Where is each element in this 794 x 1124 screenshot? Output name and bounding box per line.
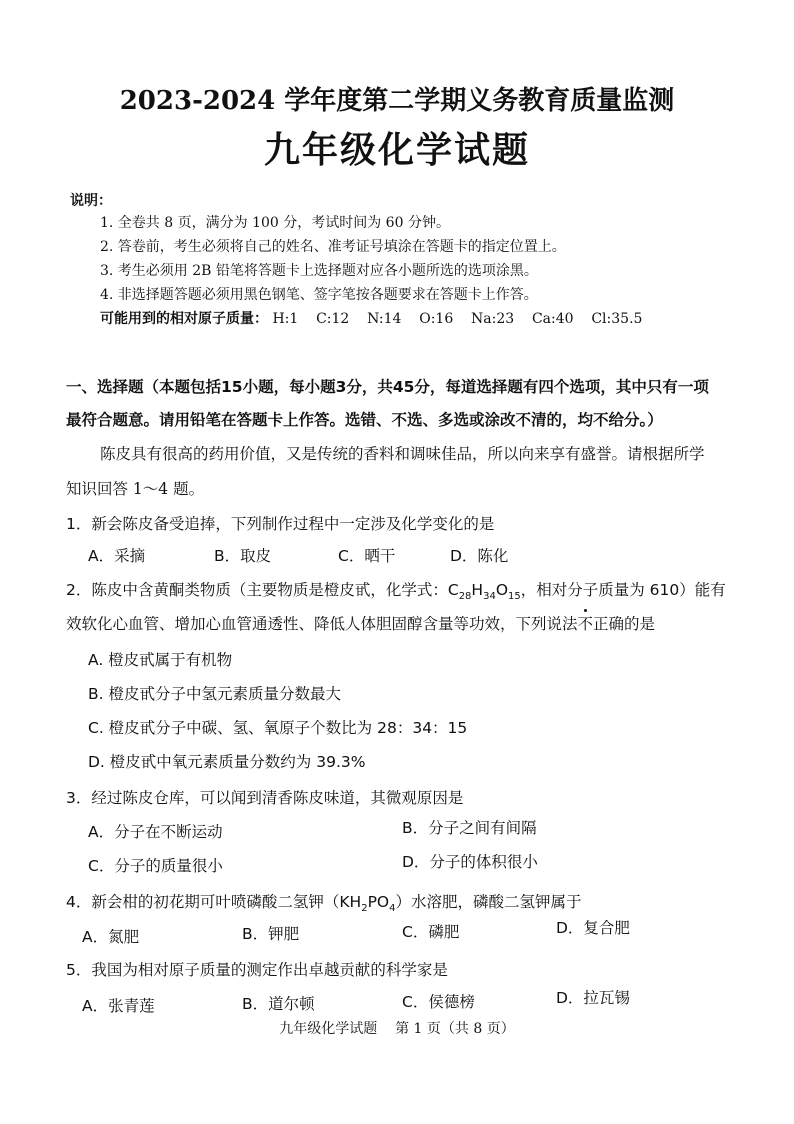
note-item: 2. 答卷前，考生必须将自己的姓名、准考证号填涂在答题卡的指定位置上。	[100, 239, 566, 255]
q4-stem-text: 4．新会柑的初花期可叶喷磷酸二氢钾（KH	[66, 893, 362, 911]
formula-subscript: 2	[361, 903, 368, 915]
q2-stem-text: 2．陈皮中含黄酮类物质（主要物质是橙皮甙，化学式：C	[66, 581, 459, 599]
formula-subscript: 4	[389, 903, 396, 915]
q4-option-c: C．磷肥	[402, 923, 460, 941]
q4-option-d: D．复合肥	[556, 919, 630, 937]
formula-subscript: 34	[483, 591, 496, 603]
q5-option-c: C．侯德榜	[402, 993, 475, 1011]
q1-option-c: C．晒干	[338, 547, 396, 565]
q3-option-c: C．分子的质量很小	[88, 857, 223, 875]
q2-option-c: C. 橙皮甙分子中碳、氢、氧原子个数比为 28：34：15	[88, 719, 468, 737]
q4-stem-text: ）水溶肥，磷酸二氢钾属于	[395, 893, 582, 911]
q4-option-b: B．钾肥	[242, 925, 300, 943]
q2-option-a: A. 橙皮甙属于有机物	[88, 651, 233, 669]
q2-option-d: D. 橙皮甙中氧元素质量分数约为 39.3%	[88, 753, 366, 771]
question-4-stem	[66, 890, 582, 915]
passage-line2: 知识回答 1～4 题。	[66, 480, 205, 498]
question-2-stem-line1	[66, 578, 726, 603]
question-5-stem: 5．我国为相对原子质量的测定作出卓越贡献的科学家是	[66, 961, 448, 979]
q4-option-a: A．氮肥	[82, 928, 140, 946]
q3-option-b: B．分子之间有间隔	[402, 819, 537, 837]
q5-option-b: B．道尔顿	[242, 995, 315, 1013]
atomic-mass-values: H:1 C:12 N:14 O:16 Na:23 Ca:40 Cl:35.5	[272, 311, 643, 327]
formula-element: PO	[367, 893, 390, 911]
question-3-stem: 3．经过陈皮仓库，可以闻到清香陈皮味道，其微观原因是	[66, 789, 464, 807]
section-heading-line1: 一、选择题（本题包括15小题，每小题3分，共45分，每道选择题有四个选项，其中只有一项	[66, 378, 709, 396]
question-1-stem: 1．新会陈皮备受追捧，下列制作过程中一定涉及化学变化的是	[66, 515, 495, 533]
exam-header-line1: 2023-2024 学年度第二学期义务教育质量监测	[119, 86, 675, 116]
atomic-mass-label: 可能用到的相对原子质量：	[100, 311, 268, 327]
note-item: 3. 考生必须用 2B 铅笔将答题卡上选择题对应各小题所选的选项涂黑。	[100, 263, 538, 279]
notes-title: 说明：	[70, 193, 112, 209]
exam-title: 九年级化学试题	[263, 129, 530, 171]
q1-option-b: B．取皮	[214, 547, 272, 565]
q1-option-d: D．陈化	[450, 547, 509, 565]
page-footer: 九年级化学试题 第 1 页（共 8 页）	[279, 1021, 515, 1037]
q5-option-a: A．张青莲	[82, 997, 155, 1015]
formula-element: H	[471, 581, 484, 599]
q5-option-d: D．拉瓦锡	[556, 989, 630, 1007]
section-heading-line2: 最符合题意。请用铅笔在答题卡上作答。选错、不选、多选或涂改不清的，均不给分。）	[66, 411, 663, 429]
q2-option-b: B. 橙皮甙分子中氢元素质量分数最大	[88, 685, 341, 703]
formula-subscript: 28	[458, 591, 472, 603]
q1-option-a: A．采摘	[88, 547, 146, 565]
question-2-stem-line2	[66, 612, 655, 634]
formula-subscript: 15	[508, 591, 521, 603]
atomic-mass-line	[100, 308, 642, 328]
q2-stem-text: 正确的是	[593, 615, 656, 633]
q3-option-a: A．分子在不断运动	[88, 823, 223, 841]
q2-stem-text: 效软化心血管、增加心血管通透性、降低人体胆固醇含量等功效，下列说法	[66, 615, 578, 633]
passage-line1: 陈皮具有很高的药用价值，又是传统的香料和调味佳品，所以向来享有盛誉。请根据所学	[100, 445, 705, 463]
q3-option-d: D．分子的体积很小	[402, 853, 538, 871]
note-item: 4. 非选择题答题必须用黑色钢笔、签字笔按各题要求在答题卡上作答。	[100, 287, 538, 303]
q2-stem-text: ，相对分子质量为 610）能有	[520, 581, 726, 599]
emphasis-not: 不	[577, 615, 594, 633]
note-item: 1. 全卷共 8 页，满分为 100 分，考试时间为 60 分钟。	[100, 215, 450, 231]
formula-element: O	[495, 581, 509, 599]
